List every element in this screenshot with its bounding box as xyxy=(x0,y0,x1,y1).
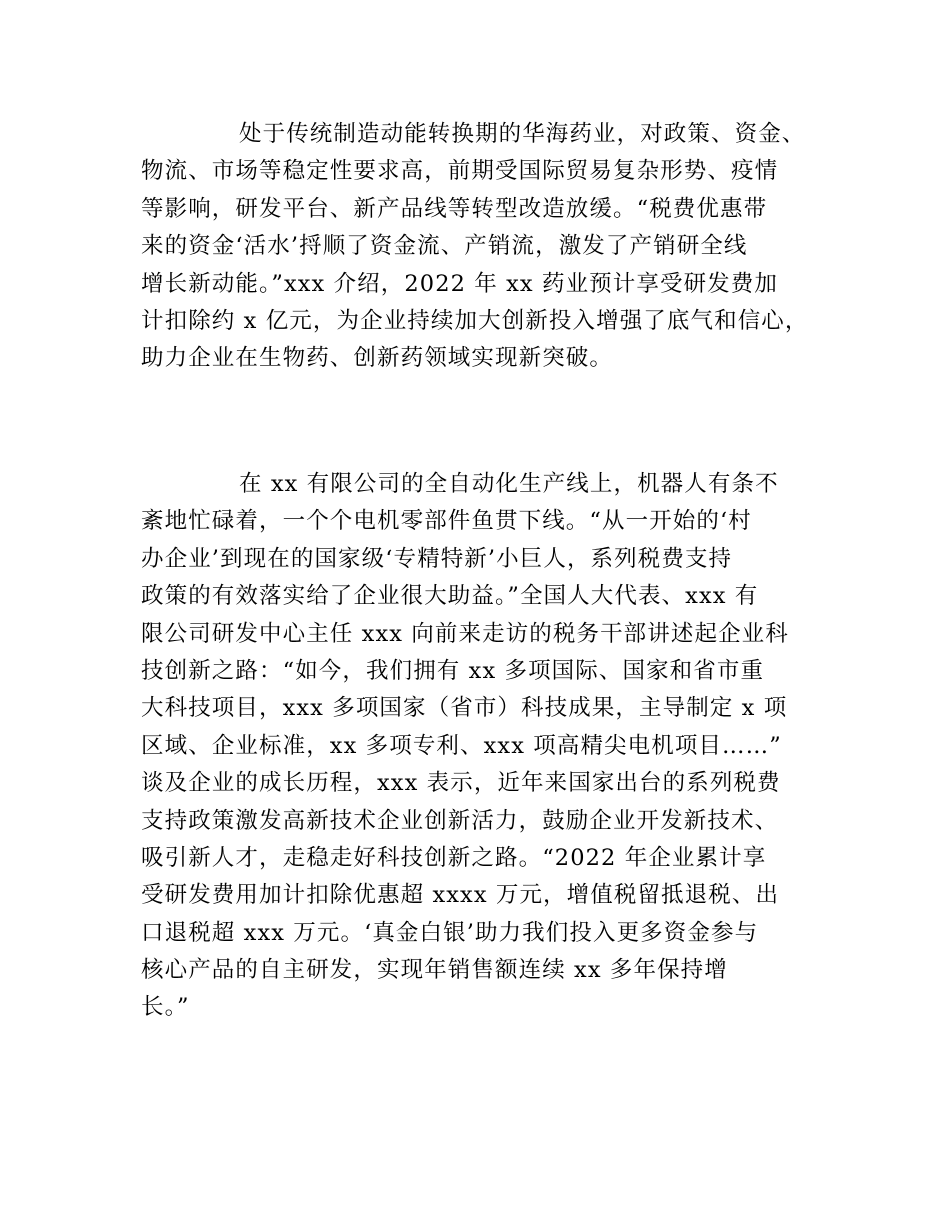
paragraph-line: 口退税超 xxx 万元。‘真金白银’助力我们投入更多资金参与 xyxy=(141,919,759,946)
paragraph-line: 增长新动能。”xxx 介绍，2022 年 xx 药业预计享受研发费加 xyxy=(141,270,778,297)
paragraph-line: 长。” xyxy=(141,994,190,1021)
paragraph-line: 在 xx 有限公司的全自动化生产线上，机器人有条不 xyxy=(239,471,779,497)
paragraph-line: 谈及企业的成长历程，xxx 表示，近年来国家出台的系列税费 xyxy=(141,770,781,797)
paragraph-line: 技创新之路：“如今，我们拥有 xx 多项国际、国家和省市重 xyxy=(141,657,765,684)
paragraph-line: 助力企业在生物药、创新药领域实现新突破。 xyxy=(141,345,614,372)
paragraph-line: 吸引新人才，走稳走好科技创新之路。“2022 年企业累计享 xyxy=(141,844,767,871)
paragraph-line: 紊地忙碌着，一个个电机零部件鱼贯下线。“从一开始的‘村 xyxy=(141,508,752,535)
paragraph-line: 大科技项目，xxx 多项国家（省市）科技成果，主导制定 x 项 xyxy=(141,695,788,722)
paragraph-line: 支持政策激发高新技术企业创新活力，鼓励企业开发新技术、 xyxy=(141,807,779,834)
paragraph-line: 受研发费用加计扣除优惠超 xxxx 万元，增值税留抵退税、出 xyxy=(141,882,780,909)
paragraph-line: 区域、企业标准，xx 多项专利、xxx 项高精尖电机项目……” xyxy=(141,732,782,759)
paragraph-line: 限公司研发中心主任 xxx 向前来走访的税务干部讲述起企业科 xyxy=(141,620,789,647)
paragraph-line: 来的资金‘活水’捋顺了资金流、产销流，激发了产销研全线 xyxy=(141,233,748,260)
paragraph-line: 核心产品的自主研发，实现年销售额连续 xx 多年保持增 xyxy=(141,957,728,984)
paragraph-line: 办企业’到现在的国家级‘专精特新’小巨人，系列税费支持 xyxy=(141,545,733,572)
paragraph-line: 等影响，研发平台、新产品线等转型改造放缓。“税费优惠带 xyxy=(141,195,768,222)
paragraph-line: 政策的有效落实给了企业很大助益。”全国人大代表、xxx 有 xyxy=(141,583,759,610)
paragraph-huahai-pharma xyxy=(141,116,841,378)
paragraph-line: 计扣除约 x 亿元，为企业持续加大创新投入增强了底气和信心， xyxy=(141,307,809,334)
paragraph-line: 处于传统制造动能转换期的华海药业，对政策、资金、 xyxy=(239,121,806,147)
paragraph-line: 物流、市场等稳定性要求高，前期受国际贸易复杂形势、疫情 xyxy=(141,158,779,185)
paragraph-motor-company xyxy=(141,466,841,1027)
